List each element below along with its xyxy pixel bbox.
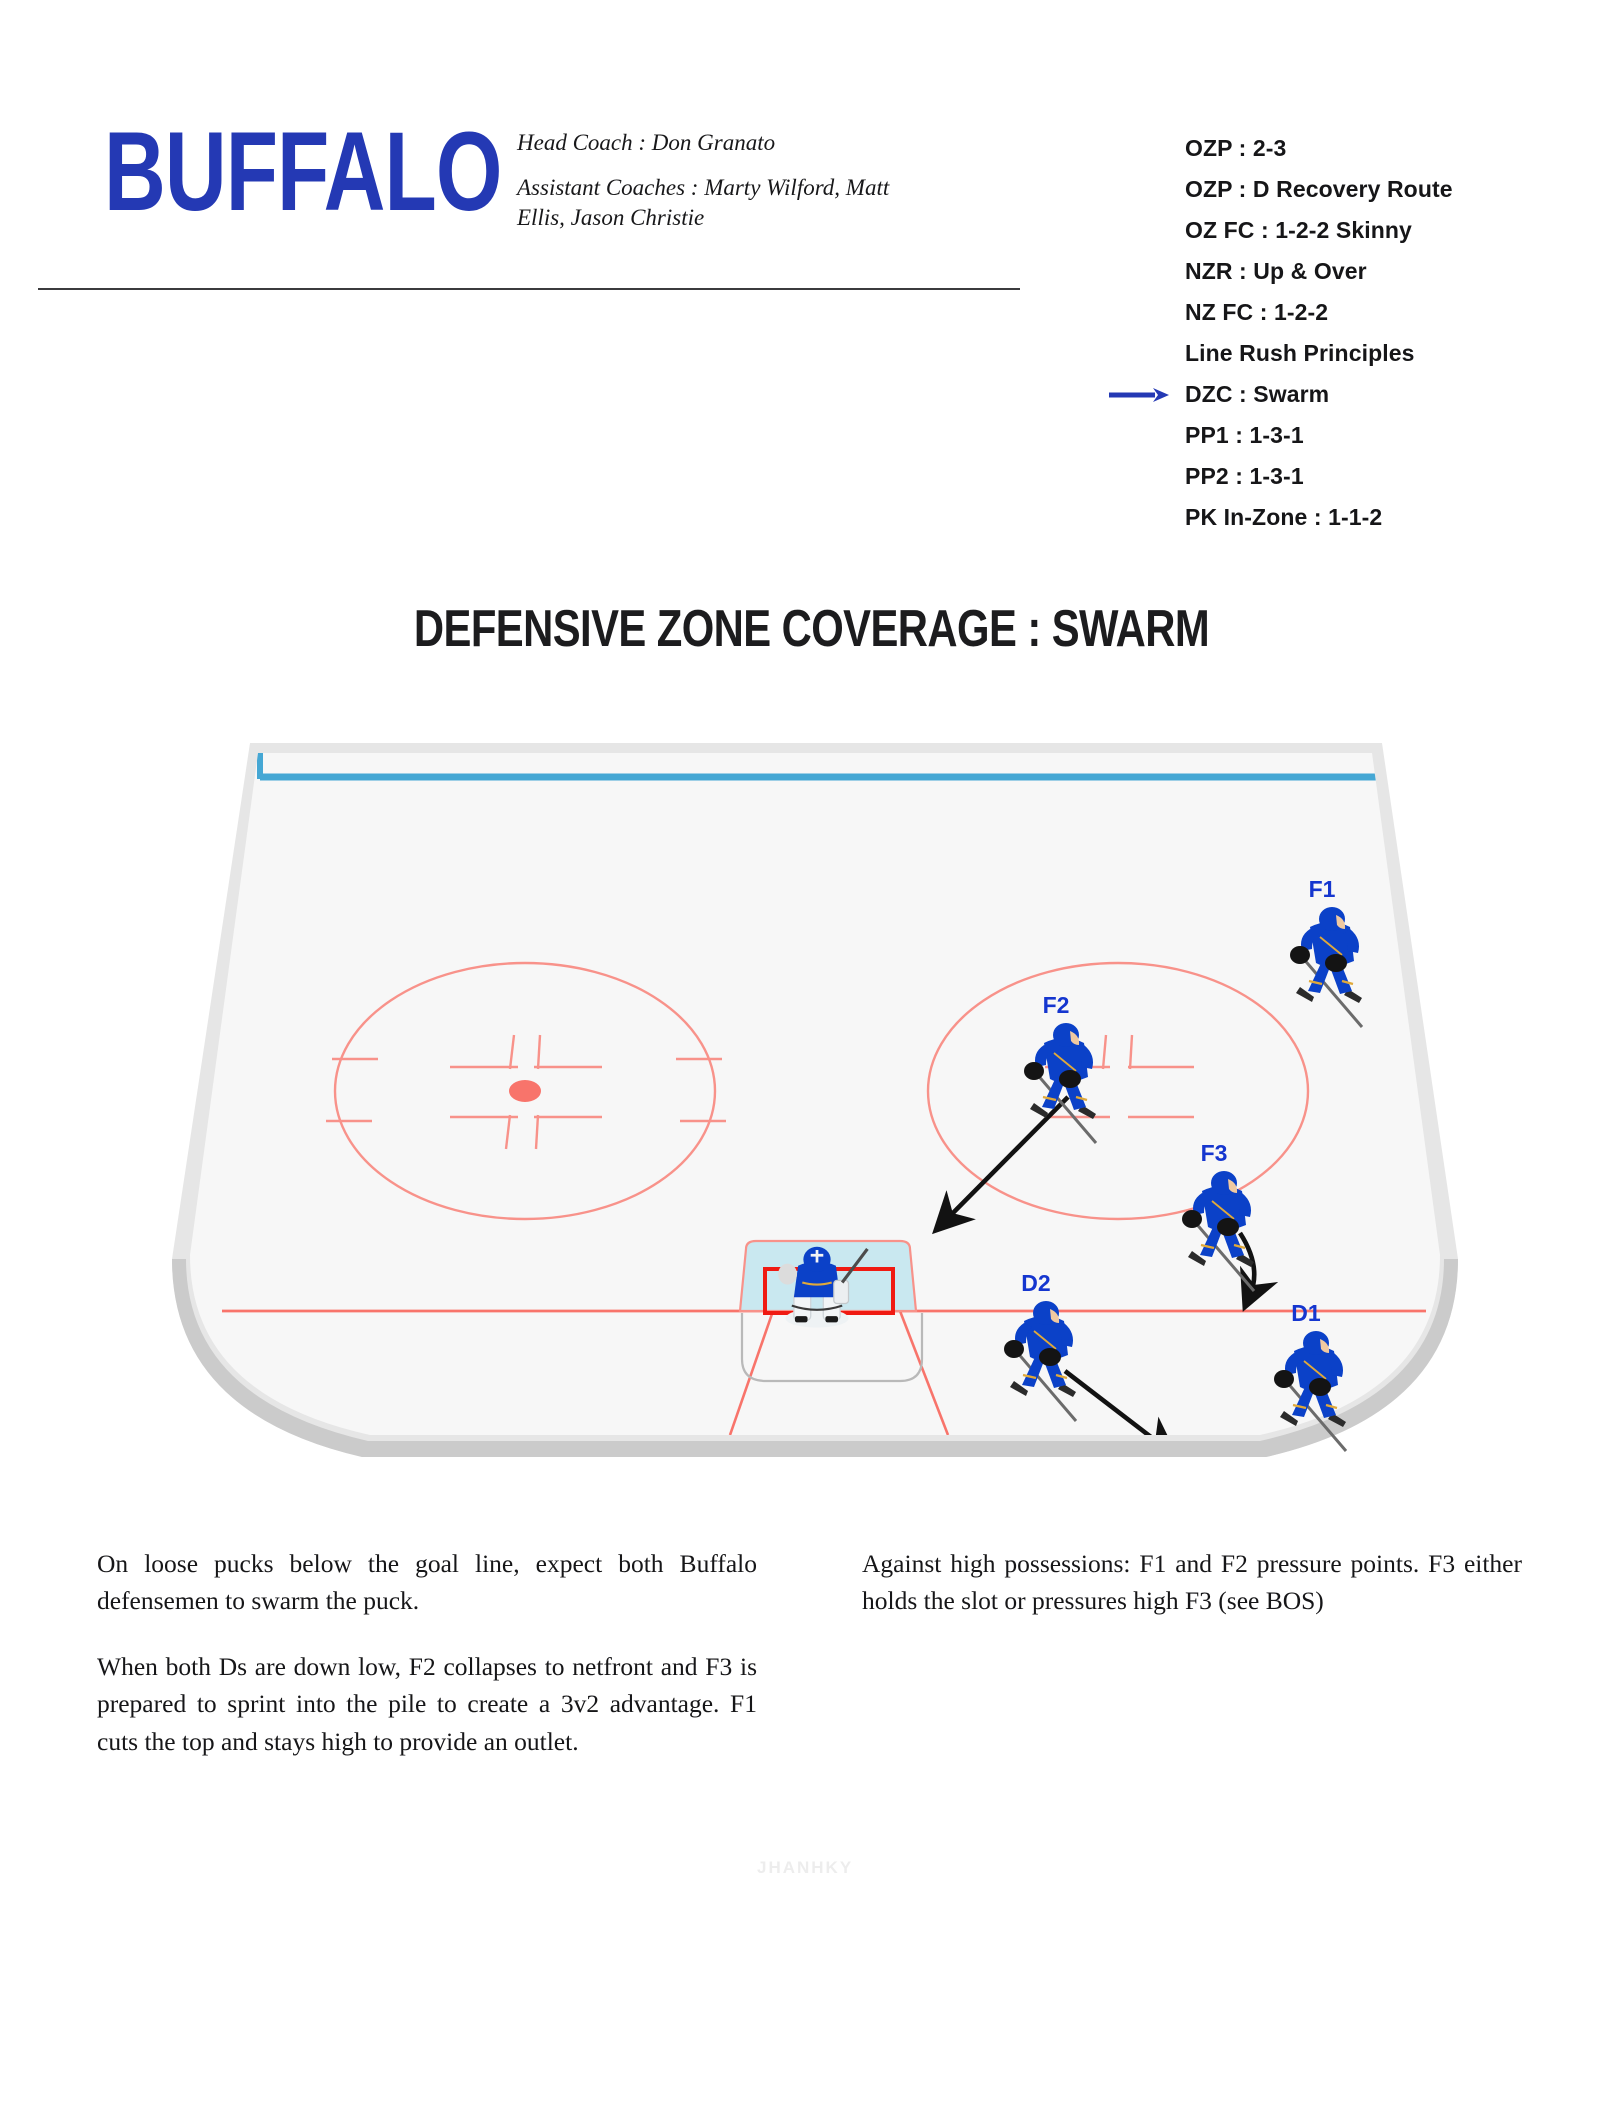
body-paragraph: When both Ds are down low, F2 collapses to netfront and F3 is prepared to sprint into the pile to create a 3v2 advantage. F1 cuts the top and stays high to provide an outlet. — [97, 1651, 757, 1756]
play-list-item-active[interactable] — [1185, 374, 1585, 415]
play-list-item[interactable] — [1185, 251, 1585, 292]
play-list-nav[interactable] — [1185, 128, 1585, 538]
play-list-item-label: DZC : Swarm — [1185, 381, 1330, 407]
assistant-coaches-line: Assistant Coaches : Marty Wilford, Matt Ellis, Jason Christie — [517, 174, 890, 231]
play-list-item-label: PK In-Zone : 1-1-2 — [1185, 504, 1383, 530]
player-label-F2: F2 — [1042, 992, 1070, 1018]
puck — [1289, 1471, 1303, 1479]
faceoff-dot-left — [509, 1080, 541, 1102]
page-title: DEFENSIVE ZONE COVERAGE : SWARM — [413, 600, 1210, 658]
body-column-left — [97, 1545, 757, 1760]
body-paragraph: Against high possessions: F1 and F2 pressure points. F3 either holds the slot or pressures high F3 (see BOS) — [862, 1549, 1522, 1616]
play-list-item-label: PP1 : 1-3-1 — [1185, 422, 1304, 448]
play-list-item[interactable] — [1185, 210, 1585, 251]
play-list-item[interactable] — [1185, 497, 1585, 538]
selection-arrow-icon — [1109, 387, 1171, 403]
player-label-D2: D2 — [1021, 1270, 1051, 1296]
play-list-item-label: Line Rush Principles — [1185, 340, 1415, 366]
document-header — [0, 0, 1623, 560]
rink-svg — [110, 735, 1510, 1525]
body-paragraph: On loose pucks below the goal line, expect both Buffalo defensemen to swarm the puck. — [97, 1549, 757, 1616]
play-list-item-label: NZ FC : 1-2-2 — [1185, 299, 1329, 325]
play-list-item[interactable] — [1185, 456, 1585, 497]
body-text — [0, 1545, 1623, 1965]
play-list-item[interactable] — [1185, 128, 1585, 169]
coaching-staff-block — [517, 128, 937, 234]
play-list-item[interactable] — [1185, 292, 1585, 333]
play-list-item-label: OZP : 2-3 — [1185, 135, 1287, 161]
play-list-item-label: PP2 : 1-3-1 — [1185, 463, 1304, 489]
player-label-F3: F3 — [1200, 1140, 1228, 1166]
ice-surface — [190, 753, 1440, 1435]
player-label-F1: F1 — [1308, 876, 1336, 902]
play-list-item-label: NZR : Up & Over — [1185, 258, 1367, 284]
head-coach-line: Head Coach : Don Granato — [517, 130, 776, 155]
rink-watermark: JHANHKY — [757, 1858, 854, 1877]
buffalo-logo: BUFFALO — [104, 110, 502, 235]
player-label-D1: D1 — [1291, 1300, 1321, 1326]
play-list-item[interactable] — [1185, 333, 1585, 374]
play-list-item-label: OZP : D Recovery Route — [1185, 176, 1453, 202]
body-column-right — [862, 1545, 1522, 1620]
play-list-item[interactable] — [1185, 169, 1585, 210]
play-list-item-label: OZ FC : 1-2-2 Skinny — [1185, 217, 1412, 243]
header-divider — [38, 288, 1020, 290]
rink-diagram — [110, 735, 1510, 1525]
play-list-item[interactable] — [1185, 415, 1585, 456]
